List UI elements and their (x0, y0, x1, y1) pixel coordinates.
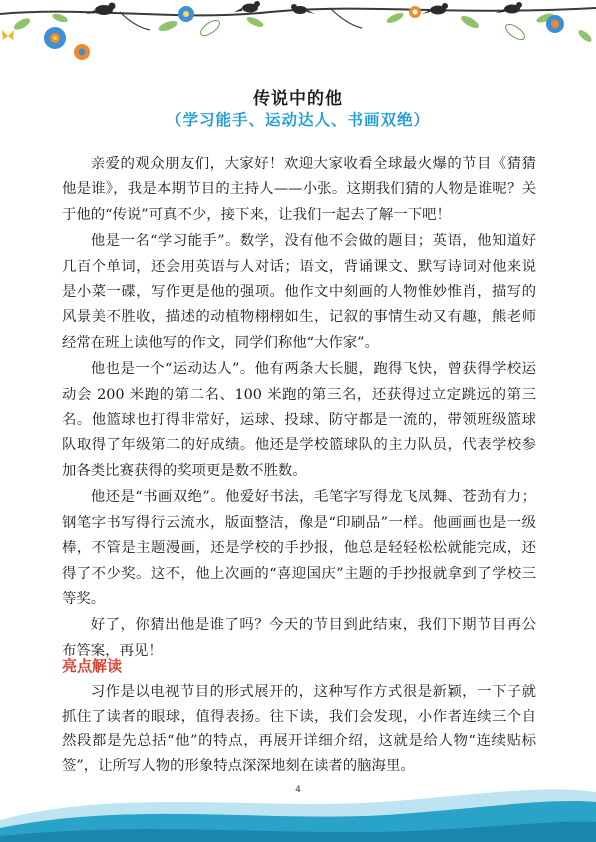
leaf-icon (12, 11, 593, 44)
paragraph: 亲爱的观众朋友们，大家好！欢迎大家收看全球最火爆的节目《猜猜他是谁》，我是本期节目的主持人——小张。这期我们猜的人物是谁呢？关于他的“传说”可真不少，接下来，让我们一起去了解一下吧！ (62, 156, 536, 223)
paragraph: 他也是一个“运动达人”。他有两条大长腿，跑得飞快，曾获得学校运动会 200 米跑的第二名、100 米跑的第三名，还获得过立定跳远的第三名。他篮球也打得非常好，运球、投球、防守都是一流的，带领班级篮球队取得了年级第二的好成绩。他还是学校篮球队的主力队员，代表学校参加各类比赛获得的奖项更是数不胜数。 (62, 361, 536, 479)
header-decoration (0, 0, 596, 70)
page-title: 传说中的他 (253, 89, 343, 109)
highlight-commentary (62, 680, 536, 778)
page-subtitle: （学习能手、运动达人、书画双绝） (165, 110, 430, 129)
page-number: 4 (295, 785, 301, 795)
butterfly-icon (2, 30, 14, 40)
flower-icon (74, 44, 90, 60)
paragraph: 好了，你猜出他是谁了吗？今天的节目到此结束，我们下期节目再公布答案，再见！ (62, 617, 536, 659)
bird-icon (496, 2, 522, 14)
flower-icon (409, 6, 421, 18)
highlight-paragraph: 习作是以电视节目的形式展开的，这种写作方式很是新颖，一下子就抓住了读者的眼球，值得表扬。往下读，我们会发现，小作者连续三个自然段都是先总括“他”的特点，再展开详细介绍，这就是给人物“连续贴标签”，让所写人物的形象特点深深地刻在读者的脑海里。 (62, 684, 536, 774)
bird-icon (422, 3, 448, 15)
wave-decoration (0, 780, 596, 842)
highlight-heading: 亮点解读 (62, 657, 123, 675)
essay-body (62, 152, 536, 664)
bird-icon (234, 1, 260, 13)
flower-icon (44, 27, 66, 49)
paragraph: 他是一名“学习能手”。数学，没有他不会做的题目；英语，他知道好几百个单词，还会用英语与人对话；语文，背诵课文、默写诗词对他来说是小菜一碟，写作更是他的强项。他作文中刻画的人物惟妙惟肖，描写的风景美不胜收，描述的动植物栩栩如生，记叙的事情生动又有趣，熊老师经常在班上读他写的作文，同学们称他“大作家”。 (62, 233, 536, 351)
flower-icon (178, 6, 194, 22)
paragraph: 他还是“书画双绝”。他爱好书法，毛笔字写得龙飞凤舞、苍劲有力；钢笔字书写得行云流水，版面整洁，像是“印刷品”一样。他画画也是一级棒，不管是主题漫画，还是学校的手抄报，他总是轻轻松松就能完成，还得了不少奖。这不，他上次画的“喜迎国庆”主题的手抄报就拿到了学校三等奖。 (62, 489, 536, 607)
flower-icon (546, 15, 564, 33)
